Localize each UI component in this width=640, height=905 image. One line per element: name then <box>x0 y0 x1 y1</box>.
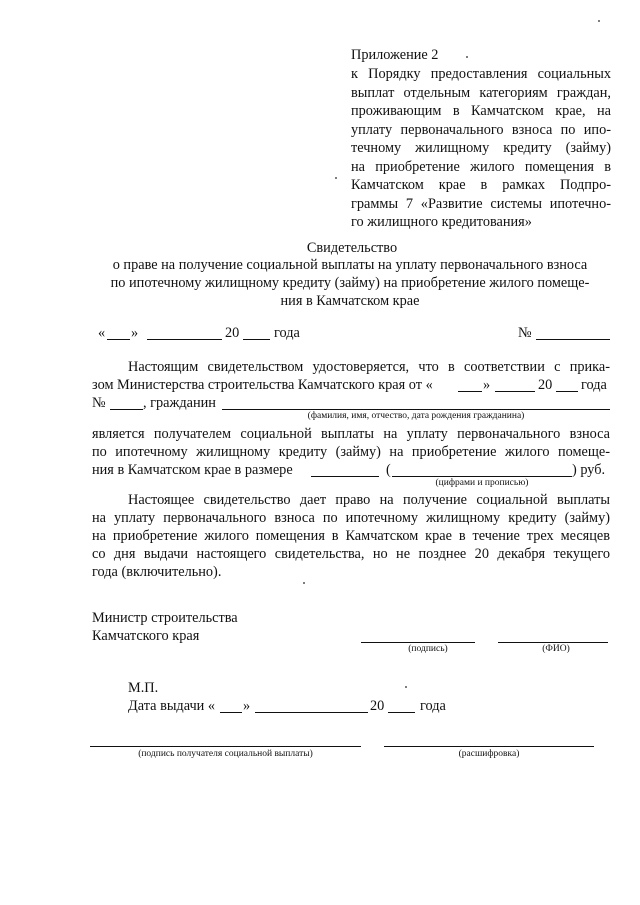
body-line: на уплату первоначального взноса по ипотечному жилищному кредиту (займу) <box>92 510 610 526</box>
recipient-decoding-caption: (расшифровка) <box>458 749 520 759</box>
date-year-field[interactable] <box>243 339 270 340</box>
signatory-position: Министр строительства <box>92 610 238 626</box>
order-number-sign: № <box>92 395 106 411</box>
appendix-line: Камчатском крае в рамках Подпро- <box>351 177 611 193</box>
minister-signature-field[interactable] <box>361 642 475 643</box>
signature-caption: (подпись) <box>408 644 448 654</box>
order-close-quote: » <box>483 377 491 393</box>
recipient-signature-field[interactable] <box>90 746 361 747</box>
amount-currency: ) руб. <box>572 462 606 478</box>
date-month-field[interactable] <box>147 339 222 340</box>
appendix-title: Приложение 2 <box>351 47 439 63</box>
body-line: Настоящим свидетельством удостоверяется, что в соответствии с прика- <box>128 359 610 375</box>
document-title: Свидетельство <box>306 240 398 256</box>
recipient-signature-caption: (подпись получателя социальной выплаты) <box>138 749 313 759</box>
appendix-line: граммы 7 «Развитие системы ипотечно- <box>351 196 611 212</box>
minister-fio-field[interactable] <box>498 642 608 643</box>
date-close-quote: » <box>131 325 139 341</box>
body-line: является получателем социальной выплаты на уплату первоначального взноса <box>92 426 610 442</box>
recipient-decoding-field[interactable] <box>384 746 594 747</box>
date-open-quote: « <box>98 325 106 341</box>
date-year-prefix: 20 <box>225 325 240 341</box>
date-day-field[interactable] <box>107 339 130 340</box>
heading-line: по ипотечному жилищному кредиту (займу) на приобретение жилого помеще- <box>110 275 590 291</box>
scan-speck <box>466 56 468 58</box>
body-line: года (включительно). <box>92 564 222 580</box>
date-year-suffix: года <box>274 325 300 341</box>
scan-speck <box>405 686 407 688</box>
body-line: со дня выдачи настоящего свидетельства, но не позднее 20 декабря текущего <box>92 546 610 562</box>
amount-words-field[interactable] <box>392 476 572 477</box>
issue-close-quote: » <box>243 698 251 714</box>
number-sign: № <box>518 325 532 341</box>
body-line-start: зом Министерства строительства Камчатского края от « <box>92 377 433 393</box>
stamp-place: М.П. <box>128 680 159 696</box>
certificate-number-field[interactable] <box>536 339 610 340</box>
body-line: Настоящее свидетельство дает право на получение социальной выплаты <box>128 492 610 508</box>
heading-line: о праве на получение социальной выплаты на уплату первоначального взноса <box>112 257 588 273</box>
amount-digits-field[interactable] <box>311 476 379 477</box>
order-year-suffix: года <box>581 377 607 393</box>
fio-caption: (ФИО) <box>542 644 570 654</box>
amount-paren-open: ( <box>386 462 391 478</box>
scan-speck <box>335 177 337 179</box>
appendix-line: выплат отдельным категориям граждан, <box>351 85 611 101</box>
order-number-field[interactable] <box>110 409 143 410</box>
issue-year-suffix: года <box>420 698 446 714</box>
appendix-line: го жилищного кредитования» <box>351 214 532 230</box>
amount-label: ния в Камчатском крае в размере <box>92 462 293 478</box>
citizen-label: , гражданин <box>143 395 216 411</box>
heading-line: ния в Камчатском крае <box>280 293 420 309</box>
signatory-region: Камчатского края <box>92 628 200 644</box>
amount-caption: (цифрами и прописью) <box>435 478 529 488</box>
scan-speck <box>303 582 305 584</box>
appendix-line: проживающим в Камчатском крае, на <box>351 103 611 119</box>
citizen-caption: (фамилия, имя, отчество, дата рождения гражданина) <box>307 411 525 421</box>
appendix-line: на приобретение жилого помещения в <box>351 159 611 175</box>
appendix-line: к Порядку предоставления социальных <box>351 66 611 82</box>
appendix-line: течному жилищному кредиту (займу) <box>351 140 611 156</box>
order-year-field[interactable] <box>556 391 578 392</box>
issue-day-field[interactable] <box>220 712 242 713</box>
body-line: на приобретение жилого помещения в Камчатском крае в течение трех месяцев <box>92 528 610 544</box>
issue-month-field[interactable] <box>255 712 368 713</box>
order-year-prefix: 20 <box>538 377 553 393</box>
order-day-field[interactable] <box>458 391 482 392</box>
body-line: по ипотечному жилищному кредиту (займу) на приобретение жилого помеще- <box>92 444 610 460</box>
issue-date-label: Дата выдачи « <box>128 698 216 714</box>
scan-speck <box>598 20 600 22</box>
order-month-field[interactable] <box>495 391 535 392</box>
issue-year-field[interactable] <box>388 712 415 713</box>
appendix-line: уплату первоначального взноса по ипо- <box>351 122 611 138</box>
issue-year-prefix: 20 <box>370 698 385 714</box>
citizen-name-field[interactable] <box>222 409 610 410</box>
